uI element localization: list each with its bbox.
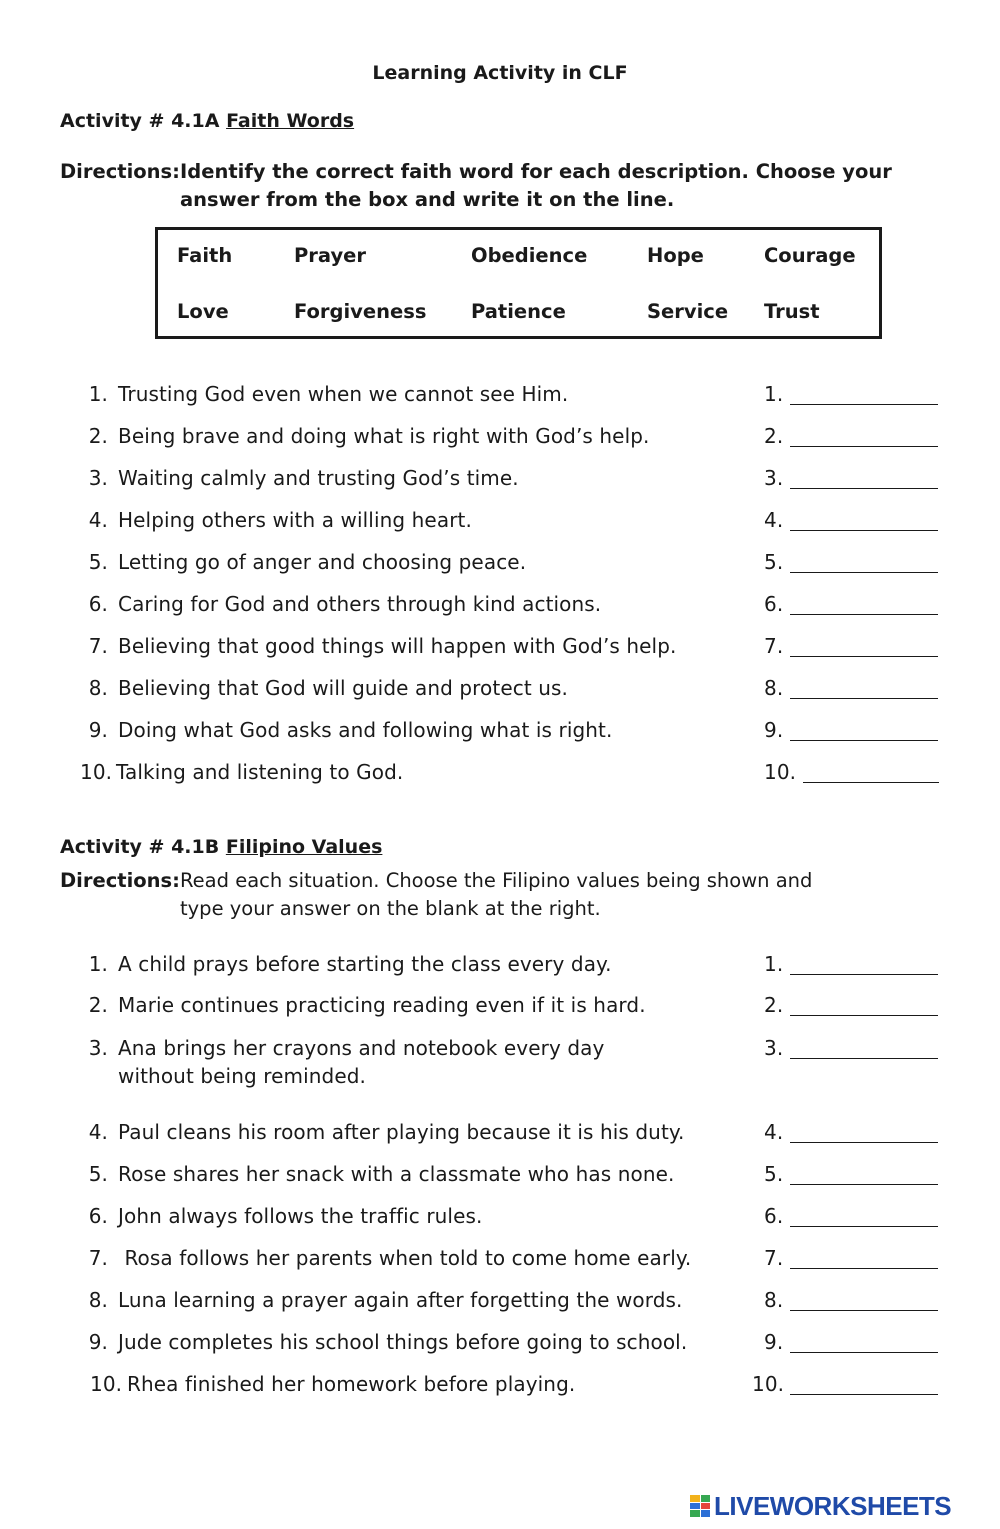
answer-number: 3. bbox=[764, 1036, 784, 1060]
answer-number: 9. bbox=[764, 1330, 784, 1354]
directions-label: Directions: bbox=[60, 869, 180, 892]
answer-number: 7. bbox=[764, 634, 784, 658]
item-number: 8. bbox=[88, 676, 108, 700]
word-bank-word: Faith bbox=[177, 244, 233, 267]
answer-number: 2. bbox=[764, 424, 784, 448]
item-text: Rhea finished her homework before playing. bbox=[127, 1372, 576, 1396]
answer-number: 4. bbox=[764, 1120, 784, 1144]
answer-blank[interactable] bbox=[803, 782, 939, 783]
activity-b-item bbox=[0, 1246, 1000, 1276]
item-text: Helping others with a willing heart. bbox=[118, 508, 472, 532]
answer-blank[interactable] bbox=[790, 656, 938, 657]
answer-number: 3. bbox=[764, 466, 784, 490]
item-text: Paul cleans his room after playing because it is his duty. bbox=[118, 1120, 685, 1144]
activity-b-item bbox=[0, 1372, 1000, 1402]
activity-b-item bbox=[0, 1288, 1000, 1318]
answer-blank[interactable] bbox=[790, 614, 938, 615]
word-bank-word: Trust bbox=[764, 300, 820, 323]
activity-b-item bbox=[0, 1162, 1000, 1192]
item-number: 8. bbox=[88, 1288, 108, 1312]
item-text: Rose shares her snack with a classmate who has none. bbox=[118, 1162, 675, 1186]
liveworksheets-logo[interactable] bbox=[690, 1490, 951, 1522]
answer-blank[interactable] bbox=[790, 1015, 938, 1016]
answer-blank[interactable] bbox=[790, 1268, 938, 1269]
answer-number: 10. bbox=[764, 760, 797, 784]
answer-number: 8. bbox=[764, 676, 784, 700]
activity-b-item bbox=[0, 1204, 1000, 1234]
answer-blank[interactable] bbox=[790, 698, 938, 699]
liveworksheets-logo-icon bbox=[690, 1495, 710, 1517]
activity-a-item bbox=[0, 718, 1000, 748]
activity-b-directions bbox=[60, 867, 940, 923]
item-number: 2. bbox=[88, 424, 108, 448]
directions-label: Directions: bbox=[60, 160, 180, 183]
answer-blank[interactable] bbox=[790, 1352, 938, 1353]
answer-number: 5. bbox=[764, 550, 784, 574]
activity-a-directions bbox=[60, 158, 940, 214]
word-bank-word: Obedience bbox=[471, 244, 588, 267]
activity-a-name: Faith Words bbox=[226, 110, 355, 132]
answer-blank[interactable] bbox=[790, 974, 938, 975]
answer-blank[interactable] bbox=[790, 1184, 938, 1185]
directions-line-1: Identify the correct faith word for each description. Choose your bbox=[180, 160, 892, 183]
item-text: Luna learning a prayer again after forgetting the words. bbox=[118, 1288, 683, 1312]
answer-blank[interactable] bbox=[790, 1310, 938, 1311]
activity-b-item bbox=[0, 1330, 1000, 1360]
item-number: 7. bbox=[88, 1246, 108, 1270]
item-text: Talking and listening to God. bbox=[116, 760, 404, 784]
item-number: 5. bbox=[88, 550, 108, 574]
answer-number: 5. bbox=[764, 1162, 784, 1186]
item-text: Doing what God asks and following what is right. bbox=[118, 718, 613, 742]
answer-blank[interactable] bbox=[790, 1142, 938, 1143]
answer-blank[interactable] bbox=[790, 488, 938, 489]
item-text: Jude completes his school things before going to school. bbox=[118, 1330, 688, 1354]
answer-blank[interactable] bbox=[790, 446, 938, 447]
word-bank-word: Love bbox=[177, 300, 229, 323]
answer-number: 4. bbox=[764, 508, 784, 532]
item-text: Ana brings her crayons and notebook every day bbox=[118, 1036, 605, 1060]
answer-number: 8. bbox=[764, 1288, 784, 1312]
activity-b-item bbox=[0, 993, 1000, 1023]
answer-number: 6. bbox=[764, 592, 784, 616]
activity-a-item bbox=[0, 382, 1000, 412]
answer-blank[interactable] bbox=[790, 1058, 938, 1059]
word-bank-word: Hope bbox=[647, 244, 704, 267]
activity-a-item bbox=[0, 676, 1000, 706]
activity-a-item bbox=[0, 466, 1000, 496]
item-number: 9. bbox=[88, 1330, 108, 1354]
activity-b-name: Filipino Values bbox=[225, 836, 383, 858]
item-number: 4. bbox=[88, 508, 108, 532]
answer-blank[interactable] bbox=[790, 1394, 938, 1395]
item-number: 4. bbox=[88, 1120, 108, 1144]
activity-b-item bbox=[0, 1036, 1000, 1096]
item-text: Rosa follows her parents when told to come home early. bbox=[118, 1246, 692, 1270]
item-number: 9. bbox=[88, 718, 108, 742]
activity-a-item bbox=[0, 760, 1000, 790]
item-text: Waiting calmly and trusting God’s time. bbox=[118, 466, 519, 490]
item-number: 2. bbox=[88, 993, 108, 1017]
activity-a-item bbox=[0, 508, 1000, 538]
item-text: Believing that God will guide and protect us. bbox=[118, 676, 568, 700]
activity-a-item bbox=[0, 592, 1000, 622]
item-text: Marie continues practicing reading even if it is hard. bbox=[118, 993, 646, 1017]
page-title: Learning Activity in CLF bbox=[372, 62, 628, 84]
word-bank-box bbox=[155, 227, 882, 339]
answer-number: 9. bbox=[764, 718, 784, 742]
item-text: A child prays before starting the class every day. bbox=[118, 952, 612, 976]
item-text: Letting go of anger and choosing peace. bbox=[118, 550, 527, 574]
item-text: Trusting God even when we cannot see Him. bbox=[118, 382, 569, 406]
word-bank-word: Courage bbox=[764, 244, 856, 267]
item-text-continued: without being reminded. bbox=[118, 1064, 366, 1088]
answer-blank[interactable] bbox=[790, 572, 938, 573]
directions-line-1: Read each situation. Choose the Filipino values being shown and bbox=[180, 869, 813, 892]
activity-a-item bbox=[0, 550, 1000, 580]
item-text: Believing that good things will happen with God’s help. bbox=[118, 634, 677, 658]
answer-number: 7. bbox=[764, 1246, 784, 1270]
item-number: 1. bbox=[88, 382, 108, 406]
activity-a-item bbox=[0, 634, 1000, 664]
directions-line-2: answer from the box and write it on the line. bbox=[180, 188, 675, 211]
activity-b-prefix: Activity # 4.1B bbox=[60, 836, 226, 858]
directions-line-2: type your answer on the blank at the right. bbox=[180, 897, 601, 920]
activity-a-heading bbox=[60, 110, 354, 132]
answer-number: 1. bbox=[764, 952, 784, 976]
activity-b-heading bbox=[60, 836, 382, 858]
answer-blank[interactable] bbox=[790, 1226, 938, 1227]
item-number: 7. bbox=[88, 634, 108, 658]
answer-blank[interactable] bbox=[790, 740, 938, 741]
item-number: 6. bbox=[88, 592, 108, 616]
word-bank-word: Prayer bbox=[294, 244, 367, 267]
answer-number: 10. bbox=[752, 1372, 785, 1396]
item-number: 3. bbox=[88, 1036, 108, 1060]
answer-number: 1. bbox=[764, 382, 784, 406]
item-number: 10. bbox=[80, 760, 113, 784]
answer-number: 6. bbox=[764, 1204, 784, 1228]
word-bank-word: Patience bbox=[471, 300, 566, 323]
item-number: 10. bbox=[90, 1372, 123, 1396]
item-text: Caring for God and others through kind actions. bbox=[118, 592, 602, 616]
item-text: Being brave and doing what is right with God’s help. bbox=[118, 424, 650, 448]
item-number: 6. bbox=[88, 1204, 108, 1228]
word-bank-word: Service bbox=[647, 300, 729, 323]
item-number: 1. bbox=[88, 952, 108, 976]
answer-blank[interactable] bbox=[790, 530, 938, 531]
item-number: 3. bbox=[88, 466, 108, 490]
answer-blank[interactable] bbox=[790, 404, 938, 405]
logo-text: LIVEWORKSHEETS bbox=[714, 1490, 952, 1521]
activity-b-item bbox=[0, 1120, 1000, 1150]
activity-a-item bbox=[0, 424, 1000, 454]
word-bank-word: Forgiveness bbox=[294, 300, 427, 323]
answer-number: 2. bbox=[764, 993, 784, 1017]
activity-b-item bbox=[0, 952, 1000, 982]
activity-a-prefix: Activity # 4.1A bbox=[60, 110, 227, 132]
item-text: John always follows the traffic rules. bbox=[118, 1204, 483, 1228]
item-number: 5. bbox=[88, 1162, 108, 1186]
